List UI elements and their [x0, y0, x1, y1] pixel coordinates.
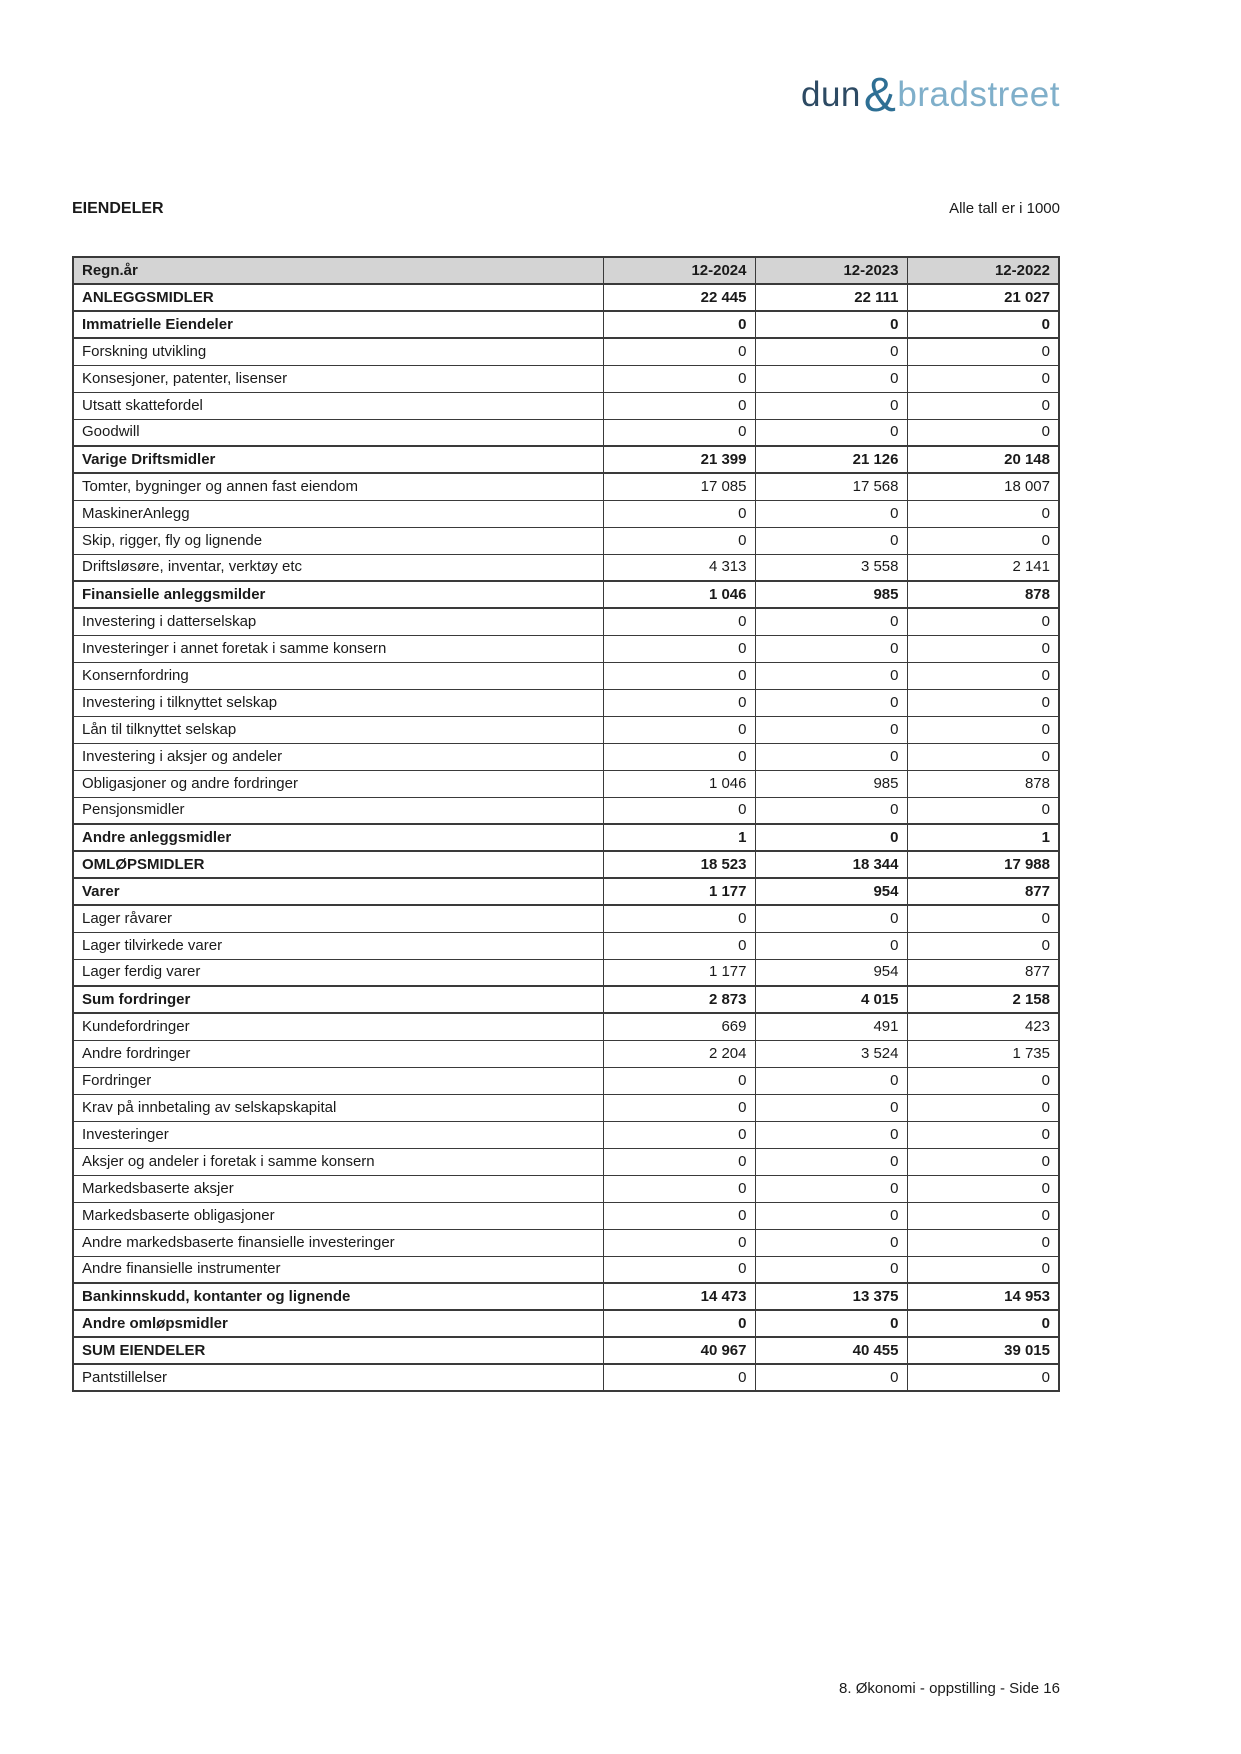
value-cell: 14 953 — [907, 1283, 1059, 1310]
row-label: Bankinnskudd, kontanter og lignende — [73, 1283, 603, 1310]
row-label: Pantstillelser — [73, 1364, 603, 1391]
table-row — [73, 1337, 1059, 1364]
table-row — [73, 338, 1059, 365]
row-label: Lager råvarer — [73, 905, 603, 932]
value-cell: 491 — [755, 1013, 907, 1040]
value-cell: 0 — [603, 662, 755, 689]
value-cell: 39 015 — [907, 1337, 1059, 1364]
value-cell: 0 — [755, 635, 907, 662]
row-label: Investeringer — [73, 1121, 603, 1148]
value-cell: 0 — [603, 1202, 755, 1229]
table-row — [73, 311, 1059, 338]
value-cell: 669 — [603, 1013, 755, 1040]
table-row — [73, 797, 1059, 824]
row-label: Skip, rigger, fly og lignende — [73, 527, 603, 554]
value-cell: 0 — [755, 1229, 907, 1256]
value-cell: 1 — [603, 824, 755, 851]
value-cell: 0 — [603, 1094, 755, 1121]
value-cell: 0 — [755, 905, 907, 932]
value-cell: 1 — [907, 824, 1059, 851]
row-label: SUM EIENDELER — [73, 1337, 603, 1364]
value-cell: 0 — [755, 311, 907, 338]
row-label: OMLØPSMIDLER — [73, 851, 603, 878]
value-cell: 3 558 — [755, 554, 907, 581]
value-cell: 0 — [907, 662, 1059, 689]
table-row — [73, 365, 1059, 392]
value-cell: 0 — [755, 365, 907, 392]
value-cell: 17 568 — [755, 473, 907, 500]
value-cell: 0 — [603, 1256, 755, 1283]
row-label: Andre finansielle instrumenter — [73, 1256, 603, 1283]
row-label: Konsesjoner, patenter, lisenser — [73, 365, 603, 392]
value-cell: 13 375 — [755, 1283, 907, 1310]
row-label: Varer — [73, 878, 603, 905]
value-cell: 0 — [907, 1094, 1059, 1121]
value-cell: 0 — [603, 419, 755, 446]
value-cell: 0 — [755, 392, 907, 419]
table-row — [73, 500, 1059, 527]
row-label: Kundefordringer — [73, 1013, 603, 1040]
value-cell: 0 — [603, 338, 755, 365]
unit-note: Alle tall er i 1000 — [949, 200, 1060, 217]
value-cell: 877 — [907, 878, 1059, 905]
value-cell: 0 — [603, 1148, 755, 1175]
table-row — [73, 986, 1059, 1013]
value-cell: 0 — [603, 1175, 755, 1202]
value-cell: 0 — [755, 338, 907, 365]
row-label: Investering i datterselskap — [73, 608, 603, 635]
value-cell: 22 445 — [603, 284, 755, 311]
balance-sheet-table — [72, 256, 1060, 1392]
table-row — [73, 878, 1059, 905]
value-cell: 423 — [907, 1013, 1059, 1040]
table-row — [73, 608, 1059, 635]
value-cell: 0 — [907, 932, 1059, 959]
value-cell: 0 — [907, 419, 1059, 446]
row-label: Konsernfordring — [73, 662, 603, 689]
value-cell: 0 — [603, 1121, 755, 1148]
table-row — [73, 446, 1059, 473]
value-cell: 0 — [603, 311, 755, 338]
value-cell: 878 — [907, 770, 1059, 797]
table-row — [73, 905, 1059, 932]
value-cell: 40 967 — [603, 1337, 755, 1364]
value-cell: 0 — [603, 743, 755, 770]
year-column-header: 12-2022 — [907, 257, 1059, 284]
value-cell: 0 — [907, 1202, 1059, 1229]
row-label: Krav på innbetaling av selskapskapital — [73, 1094, 603, 1121]
value-cell: 1 046 — [603, 581, 755, 608]
value-cell: 0 — [603, 608, 755, 635]
value-cell: 0 — [907, 338, 1059, 365]
value-cell: 0 — [907, 1067, 1059, 1094]
value-cell: 0 — [907, 311, 1059, 338]
value-cell: 0 — [755, 1175, 907, 1202]
value-cell: 14 473 — [603, 1283, 755, 1310]
table-row — [73, 284, 1059, 311]
row-label: Tomter, bygninger og annen fast eiendom — [73, 473, 603, 500]
value-cell: 0 — [603, 365, 755, 392]
value-cell: 0 — [755, 1094, 907, 1121]
row-label: Sum fordringer — [73, 986, 603, 1013]
value-cell: 4 313 — [603, 554, 755, 581]
row-label: Andre fordringer — [73, 1040, 603, 1067]
table-row — [73, 743, 1059, 770]
logo-text-bradstreet: bradstreet — [897, 74, 1060, 114]
row-label: Lån til tilknyttet selskap — [73, 716, 603, 743]
value-cell: 0 — [907, 1175, 1059, 1202]
logo-ampersand-icon: & — [863, 69, 897, 122]
table-row — [73, 1175, 1059, 1202]
value-cell: 0 — [907, 1310, 1059, 1337]
table-row — [73, 770, 1059, 797]
row-label: Andre anleggsmidler — [73, 824, 603, 851]
table-row — [73, 1202, 1059, 1229]
value-cell: 0 — [603, 1067, 755, 1094]
table-row — [73, 1094, 1059, 1121]
value-cell: 0 — [603, 905, 755, 932]
value-cell: 0 — [907, 1121, 1059, 1148]
value-cell: 0 — [755, 716, 907, 743]
row-label: Markedsbaserte aksjer — [73, 1175, 603, 1202]
value-cell: 0 — [755, 1202, 907, 1229]
row-label: MaskinerAnlegg — [73, 500, 603, 527]
value-cell: 0 — [907, 689, 1059, 716]
table-row — [73, 1148, 1059, 1175]
table-row — [73, 1310, 1059, 1337]
value-cell: 0 — [755, 1364, 907, 1391]
table-row — [73, 419, 1059, 446]
page-title: EIENDELER — [72, 200, 164, 217]
value-cell: 21 027 — [907, 284, 1059, 311]
row-label: ANLEGGSMIDLER — [73, 284, 603, 311]
value-cell: 0 — [907, 1148, 1059, 1175]
value-cell: 0 — [907, 635, 1059, 662]
value-cell: 954 — [755, 878, 907, 905]
table-row — [73, 581, 1059, 608]
value-cell: 18 344 — [755, 851, 907, 878]
value-cell: 2 204 — [603, 1040, 755, 1067]
year-column-header: 12-2023 — [755, 257, 907, 284]
value-cell: 21 399 — [603, 446, 755, 473]
value-cell: 0 — [755, 608, 907, 635]
table-row — [73, 554, 1059, 581]
value-cell: 0 — [907, 527, 1059, 554]
value-cell: 0 — [907, 1229, 1059, 1256]
value-cell: 0 — [755, 689, 907, 716]
value-cell: 0 — [755, 1310, 907, 1337]
table-row — [73, 1283, 1059, 1310]
value-cell: 0 — [603, 500, 755, 527]
value-cell: 0 — [755, 932, 907, 959]
value-cell: 17 085 — [603, 473, 755, 500]
value-cell: 0 — [907, 1256, 1059, 1283]
value-cell: 0 — [755, 797, 907, 824]
table-row — [73, 1040, 1059, 1067]
row-label: Lager ferdig varer — [73, 959, 603, 986]
value-cell: 18 007 — [907, 473, 1059, 500]
table-row — [73, 851, 1059, 878]
row-label: Investering i aksjer og andeler — [73, 743, 603, 770]
table-row — [73, 689, 1059, 716]
value-cell: 0 — [907, 716, 1059, 743]
title-row — [72, 200, 1060, 218]
value-cell: 2 873 — [603, 986, 755, 1013]
row-label: Forskning utvikling — [73, 338, 603, 365]
value-cell: 0 — [755, 419, 907, 446]
value-cell: 0 — [755, 527, 907, 554]
value-cell: 0 — [907, 797, 1059, 824]
table-row — [73, 1067, 1059, 1094]
table-row — [73, 1364, 1059, 1391]
value-cell: 40 455 — [755, 1337, 907, 1364]
value-cell: 0 — [907, 743, 1059, 770]
value-cell: 0 — [755, 1256, 907, 1283]
value-cell: 0 — [603, 1229, 755, 1256]
row-label: Investeringer i annet foretak i samme konsern — [73, 635, 603, 662]
row-label: Andre markedsbaserte finansielle investeringer — [73, 1229, 603, 1256]
row-label: Fordringer — [73, 1067, 603, 1094]
value-cell: 0 — [907, 365, 1059, 392]
value-cell: 4 015 — [755, 986, 907, 1013]
value-cell: 2 141 — [907, 554, 1059, 581]
value-cell: 0 — [907, 905, 1059, 932]
table-header-row — [73, 257, 1059, 284]
table-row — [73, 1256, 1059, 1283]
footer-page-label: 8. Økonomi - oppstilling - Side 16 — [839, 1680, 1060, 1697]
value-cell: 0 — [907, 392, 1059, 419]
value-cell: 0 — [755, 743, 907, 770]
value-cell: 0 — [907, 1364, 1059, 1391]
row-label: Goodwill — [73, 419, 603, 446]
value-cell: 0 — [603, 635, 755, 662]
value-cell: 1 735 — [907, 1040, 1059, 1067]
row-label: Andre omløpsmidler — [73, 1310, 603, 1337]
value-cell: 0 — [755, 824, 907, 851]
row-label: Finansielle anleggsmilder — [73, 581, 603, 608]
value-cell: 0 — [603, 392, 755, 419]
table-row — [73, 473, 1059, 500]
row-label: Varige Driftsmidler — [73, 446, 603, 473]
value-cell: 0 — [603, 527, 755, 554]
value-cell: 1 046 — [603, 770, 755, 797]
value-cell: 0 — [603, 932, 755, 959]
row-label: Pensjonsmidler — [73, 797, 603, 824]
table-row — [73, 932, 1059, 959]
table-row — [73, 392, 1059, 419]
value-cell: 22 111 — [755, 284, 907, 311]
row-label: Investering i tilknyttet selskap — [73, 689, 603, 716]
value-cell: 954 — [755, 959, 907, 986]
row-label: Aksjer og andeler i foretak i samme konsern — [73, 1148, 603, 1175]
value-cell: 0 — [755, 1121, 907, 1148]
value-cell: 0 — [603, 716, 755, 743]
header-label: Regn.år — [73, 257, 603, 284]
table-row — [73, 1013, 1059, 1040]
row-label: Utsatt skattefordel — [73, 392, 603, 419]
value-cell: 0 — [603, 1364, 755, 1391]
value-cell: 0 — [755, 1067, 907, 1094]
year-column-header: 12-2024 — [603, 257, 755, 284]
row-label: Lager tilvirkede varer — [73, 932, 603, 959]
logo-text-dun: dun — [800, 74, 861, 114]
value-cell: 2 158 — [907, 986, 1059, 1013]
value-cell: 0 — [755, 1148, 907, 1175]
table-row — [73, 959, 1059, 986]
value-cell: 878 — [907, 581, 1059, 608]
value-cell: 0 — [603, 689, 755, 716]
table-row — [73, 635, 1059, 662]
dnb-logo — [800, 69, 1060, 122]
table-row — [73, 662, 1059, 689]
row-label: Driftsløsøre, inventar, verktøy etc — [73, 554, 603, 581]
value-cell: 0 — [603, 797, 755, 824]
value-cell: 877 — [907, 959, 1059, 986]
value-cell: 985 — [755, 770, 907, 797]
value-cell: 20 148 — [907, 446, 1059, 473]
row-label: Obligasjoner og andre fordringer — [73, 770, 603, 797]
value-cell: 0 — [755, 662, 907, 689]
table-row — [73, 1121, 1059, 1148]
value-cell: 18 523 — [603, 851, 755, 878]
table-row — [73, 1229, 1059, 1256]
table-row — [73, 716, 1059, 743]
value-cell: 0 — [755, 500, 907, 527]
value-cell: 17 988 — [907, 851, 1059, 878]
row-label: Immatrielle Eiendeler — [73, 311, 603, 338]
value-cell: 3 524 — [755, 1040, 907, 1067]
value-cell: 0 — [907, 608, 1059, 635]
value-cell: 0 — [603, 1310, 755, 1337]
value-cell: 21 126 — [755, 446, 907, 473]
table-row — [73, 824, 1059, 851]
value-cell: 985 — [755, 581, 907, 608]
value-cell: 1 177 — [603, 878, 755, 905]
value-cell: 0 — [907, 500, 1059, 527]
value-cell: 1 177 — [603, 959, 755, 986]
row-label: Markedsbaserte obligasjoner — [73, 1202, 603, 1229]
table-row — [73, 527, 1059, 554]
